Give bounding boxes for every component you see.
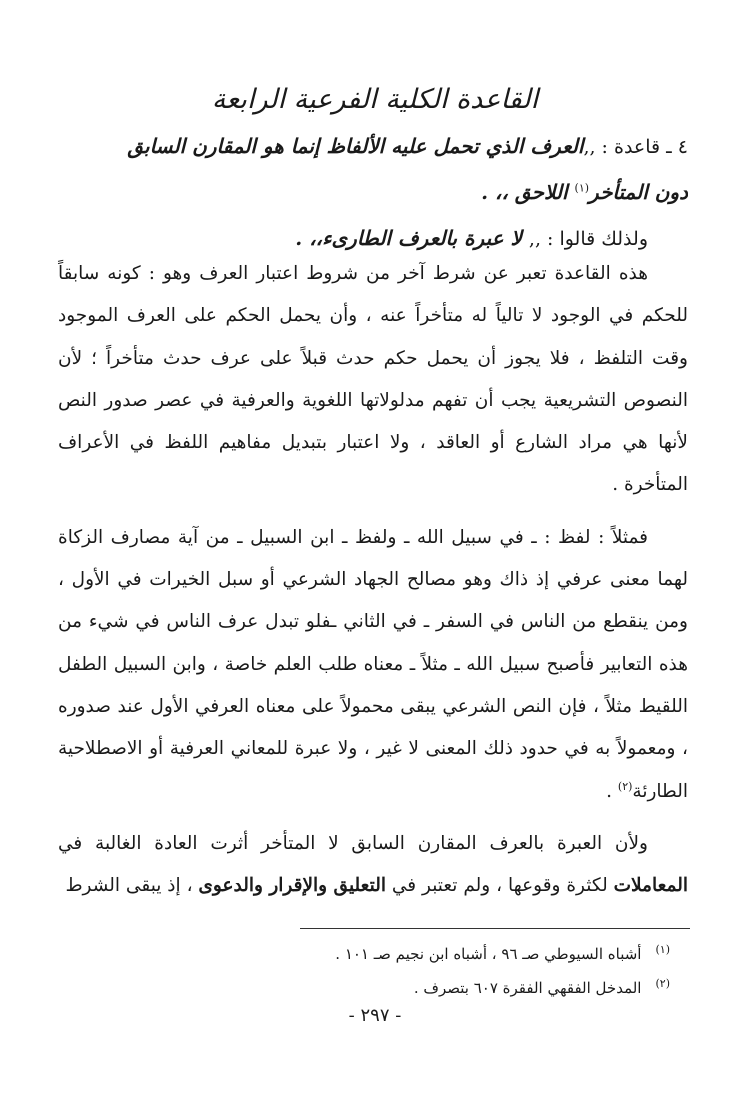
footnote-divider <box>300 928 690 929</box>
footnote-ref-2: (٢) <box>617 779 633 793</box>
rule-text-2a: دون المتأخر <box>589 180 688 204</box>
footnotes <box>120 935 670 1003</box>
paragraph-3-text-a: ولأن العبرة بالعرف المقارن السابق لا المتأخر أثرت العادة الغالبة في <box>58 832 648 854</box>
footnote-1 <box>120 935 670 969</box>
paragraph-3-bold-1: المعاملات <box>613 875 688 897</box>
rule-text-1: العرف الذي تحمل عليه الألفاظ إنما هو المقارن السابق <box>127 134 584 158</box>
rule-line-2 <box>58 170 688 216</box>
paragraph-1: هذه القاعدة تعبر عن شرط آخر من شروط اعتبار العرف وهو : كونه سابقاً للحكم في الوجود لا تالياً له متأخراً عنه ، وأن يحمل الحكم على العرف الموجود وقت التلفظ ، فلا يجوز أن يحمل حكم حدث قبلاً على عرف حدث متأخراً ؛ لأن النصوص التشريعية يجب أن تفهم مدلولاتها اللغوية والعرفية في عصر صدور النص لأنها هي مراد الشارع أو العاقد ، ولا اعتبار بتبديل مفاهيم اللفظ في الأعراف المتأخرة . <box>58 263 688 496</box>
paragraph-3-text-b: لكثرة وقوعها ، ولم تعتبر في <box>385 875 614 897</box>
rule-prefix: ٤ ـ قاعدة : ,, <box>583 136 688 158</box>
footnote-2-number: (٢) <box>655 977 670 990</box>
paragraph-2 <box>58 517 688 813</box>
footnote-2-text: المدخل الفقهي الفقرة ٦٠٧ بتصرف . <box>413 979 642 997</box>
said-prefix: ولذلك قالوا : ,, <box>528 228 648 250</box>
body-text <box>58 253 688 907</box>
paragraph-2-end: . <box>606 780 618 802</box>
paragraph-3-text-c: ، إذ يبقى الشرط <box>65 875 199 897</box>
rule-line-1 <box>58 124 688 170</box>
footnote-2 <box>120 969 670 1003</box>
footnote-1-number: (١) <box>655 943 670 956</box>
said-quote: لا عبرة بالعرف الطارىء،، . <box>295 226 529 250</box>
footnote-ref-1: (١) <box>574 181 590 195</box>
paragraph-3-bold-2: التعليق والإقرار والدعوى <box>198 875 386 897</box>
paragraph-3 <box>58 823 688 908</box>
paragraph-2-text: فمثلاً : لفظ : ـ في سبيل الله ـ ولفظ ـ ابن السبيل ـ من آية مصارف الزكاة لهما معنى عرفي إذ ذاك وهو مصالح الجهاد الشرعي أو سبل الخيرات في الأول ، ومن ينقطع من الناس في السفر ـ في الثاني ـفلو تبدل عرف الناس في شيء من هذه التعابير فأصبح سبيل الله ـ مثلاً ـ معناه طلب العلم خاصة ، وابن السبيل الطفل اللقيط مثلاً ، فإن النص الشرعي يبقى محمولاً على معناه العرفي الأول عند صدوره ، ومعمولاً به في حدود ذلك المعنى لا غير ، ولا عبرة للمعاني العرفية أو الاصطلاحية الطارئة <box>58 526 688 802</box>
page-number: - ٢٩٧ - <box>348 1005 402 1026</box>
section-heading: القاعدة الكلية الفرعية الرابعة <box>211 84 539 115</box>
rule-statement <box>58 124 688 262</box>
rule-text-2b: اللاحق ،، . <box>481 180 575 204</box>
footnote-1-text: أشباه السيوطي صـ ٩٦ ، أشباه ابن نجيم صـ ١٠١ . <box>335 945 642 963</box>
